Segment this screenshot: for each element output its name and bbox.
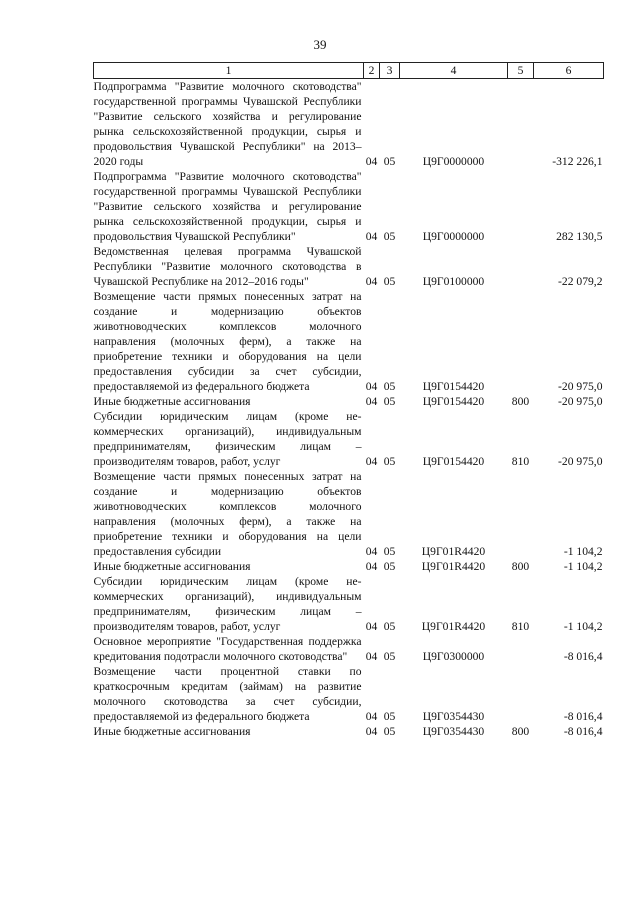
row-section: 04 bbox=[365, 710, 378, 723]
row-section: 04 bbox=[365, 560, 378, 573]
row-subsection: 05 bbox=[383, 620, 396, 633]
table-row bbox=[94, 394, 604, 409]
row-amount: -20 975,0 bbox=[558, 380, 603, 393]
table-header-row bbox=[94, 63, 604, 79]
row-target-article: Ц9Г01R4420 bbox=[421, 545, 486, 558]
row-amount: 282 130,5 bbox=[556, 230, 603, 243]
row-expense-type bbox=[508, 634, 534, 664]
row-amount: -1 104,2 bbox=[563, 560, 603, 573]
row-expense-type: 810 bbox=[511, 455, 530, 468]
row-amount: -1 104,2 bbox=[563, 620, 603, 633]
row-section: 04 bbox=[365, 395, 378, 408]
row-name: Возмещение части прямых понесенных затрат на создание и модернизацию объектов животноводческих комплексов молочного направления (молочных ферм), а также на приобретение техники и оборудования на цели предоставления субсидии bbox=[93, 470, 362, 558]
row-expense-type: 800 bbox=[511, 725, 530, 738]
row-target-article: Ц9Г01R4420 bbox=[421, 560, 486, 573]
row-amount: -20 975,0 bbox=[558, 395, 603, 408]
row-section: 04 bbox=[365, 620, 378, 633]
row-target-article: Ц9Г0300000 bbox=[422, 650, 485, 663]
table-row bbox=[94, 469, 604, 559]
row-target-article: Ц9Г0000000 bbox=[422, 155, 485, 168]
row-subsection: 05 bbox=[383, 725, 396, 738]
row-expense-type bbox=[508, 469, 534, 559]
header-cell: 6 bbox=[534, 63, 604, 79]
row-name: Подпрограмма "Развитие молочного скотоводства" государственной программы Чувашской Республики "Развитие сельского хозяйства и регулирование рынка сельскохозяйственной продукции, сырья и продовольствия Чувашской Республики" bbox=[93, 170, 362, 243]
header-cell: 3 bbox=[380, 63, 400, 79]
row-amount: -8 016,4 bbox=[563, 725, 603, 738]
table-row bbox=[94, 409, 604, 469]
row-section: 04 bbox=[365, 650, 378, 663]
row-subsection: 05 bbox=[383, 380, 396, 393]
row-target-article: Ц9Г0354430 bbox=[422, 710, 485, 723]
row-name: Возмещение части процентной ставки по краткосрочным кредитам (займам) на развитие молочного скотоводства за счет субсидии, предоставляемой из федерального бюджета bbox=[93, 665, 362, 723]
row-name: Основное мероприятие "Государственная поддержка кредитования подотрасли молочного скотоводства" bbox=[93, 635, 362, 663]
table-row bbox=[94, 79, 604, 170]
row-subsection: 05 bbox=[383, 230, 396, 243]
row-amount: -8 016,4 bbox=[563, 710, 603, 723]
header-cell: 2 bbox=[364, 63, 380, 79]
row-expense-type bbox=[508, 169, 534, 244]
row-subsection: 05 bbox=[383, 650, 396, 663]
row-expense-type: 800 bbox=[511, 560, 530, 573]
table-row bbox=[94, 244, 604, 289]
row-amount: -22 079,2 bbox=[558, 275, 603, 288]
row-amount: -8 016,4 bbox=[563, 650, 603, 663]
row-subsection: 05 bbox=[383, 710, 396, 723]
header-cell: 5 bbox=[508, 63, 534, 79]
header-cell: 1 bbox=[94, 63, 364, 79]
budget-table bbox=[93, 62, 604, 739]
row-target-article: Ц9Г0100000 bbox=[422, 275, 485, 288]
row-section: 04 bbox=[365, 455, 378, 468]
row-section: 04 bbox=[365, 155, 378, 168]
row-target-article: Ц9Г0154420 bbox=[422, 455, 485, 468]
table-row bbox=[94, 574, 604, 634]
row-target-article: Ц9Г01R4420 bbox=[421, 620, 486, 633]
row-subsection: 05 bbox=[383, 275, 396, 288]
header-cell: 4 bbox=[400, 63, 508, 79]
row-subsection: 05 bbox=[383, 395, 396, 408]
row-section: 04 bbox=[365, 230, 378, 243]
row-name: Подпрограмма "Развитие молочного скотоводства" государственной программы Чувашской Республики "Развитие сельского хозяйства и регулирование рынка сельскохозяйственной продукции, сырья и продовольствия Чувашской Республики" на 2013–2020 годы bbox=[93, 80, 362, 168]
row-target-article: Ц9Г0154420 bbox=[422, 380, 485, 393]
table-row bbox=[94, 664, 604, 724]
row-target-article: Ц9Г0354430 bbox=[422, 725, 485, 738]
row-name: Возмещение части прямых понесенных затрат на создание и модернизацию объектов животноводческих комплексов молочного направления (молочных ферм), а также на приобретение техники и оборудования на цели предоставления субсидии за счет субсидии, предоставляемой из федерального бюджета bbox=[93, 290, 362, 393]
row-name: Иные бюджетные ассигнования bbox=[93, 560, 251, 573]
row-expense-type bbox=[508, 244, 534, 289]
row-amount: -1 104,2 bbox=[563, 545, 603, 558]
table-row bbox=[94, 724, 604, 739]
row-target-article: Ц9Г0000000 bbox=[422, 230, 485, 243]
row-expense-type bbox=[508, 79, 534, 170]
row-expense-type bbox=[508, 664, 534, 724]
row-subsection: 05 bbox=[383, 155, 396, 168]
row-subsection: 05 bbox=[383, 545, 396, 558]
table-row bbox=[94, 634, 604, 664]
row-amount: -312 226,1 bbox=[552, 155, 603, 168]
row-section: 04 bbox=[365, 275, 378, 288]
table-row bbox=[94, 289, 604, 394]
row-expense-type: 800 bbox=[511, 395, 530, 408]
table-row bbox=[94, 559, 604, 574]
row-section: 04 bbox=[365, 380, 378, 393]
row-name: Иные бюджетные ассигнования bbox=[93, 395, 251, 408]
row-name: Субсидии юридическим лицам (кроме некоммерческих организаций), индивидуальным предпринимателям, физическим лицам – производителям товаров, работ, услуг bbox=[93, 410, 362, 468]
row-expense-type bbox=[508, 289, 534, 394]
row-section: 04 bbox=[365, 725, 378, 738]
row-target-article: Ц9Г0154420 bbox=[422, 395, 485, 408]
row-name: Ведомственная целевая программа Чувашской Республики "Развитие молочного скотоводства в Чувашской Республике на 2012–2016 годы" bbox=[93, 245, 362, 288]
row-subsection: 05 bbox=[383, 455, 396, 468]
row-name: Иные бюджетные ассигнования bbox=[93, 725, 251, 738]
row-subsection: 05 bbox=[383, 560, 396, 573]
row-amount: -20 975,0 bbox=[558, 455, 603, 468]
row-expense-type: 810 bbox=[511, 620, 530, 633]
page-number: 39 bbox=[313, 37, 327, 52]
table-row bbox=[94, 169, 604, 244]
row-section: 04 bbox=[365, 545, 378, 558]
row-name: Субсидии юридическим лицам (кроме некоммерческих организаций), индивидуальным предпринимателям, физическим лицам – производителям товаров, работ, услуг bbox=[93, 575, 362, 633]
